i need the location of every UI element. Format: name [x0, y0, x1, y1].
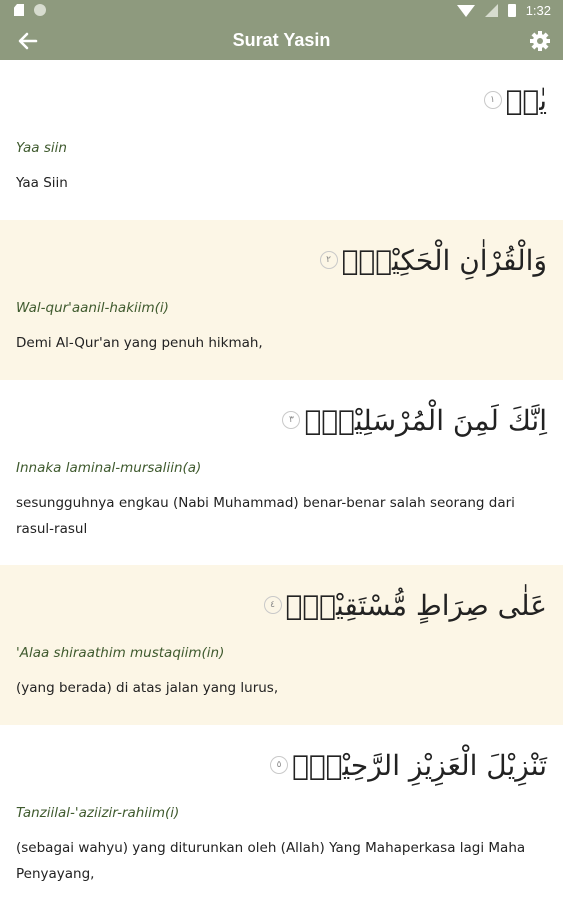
transliteration: Innaka laminal-mursaliin(a)	[16, 460, 202, 476]
translation: Demi Al-Qur'an yang penuh hikmah,	[16, 335, 263, 351]
translation: (yang berada) di atas jalan yang lurus,	[16, 680, 279, 696]
arabic-text: اِنَّكَ لَمِنَ الْمُرْسَلِيْنَۙ	[304, 403, 547, 437]
translation: Yaa Siin	[16, 175, 68, 191]
ayah-number: ٥	[270, 756, 288, 774]
status-bar	[0, 0, 563, 22]
ayah-item[interactable]	[0, 220, 563, 380]
ayah-number: ٢	[320, 251, 338, 269]
page-title: Surat Yasin	[232, 30, 331, 50]
arabic-text: وَالْقُرْاٰنِ الْحَكِيْمِۙ	[341, 243, 547, 277]
arabic-text: عَلٰى صِرَاطٍ مُّسْتَقِيْمٍۗ	[285, 588, 547, 622]
ayah-item[interactable]	[0, 565, 563, 725]
ayah-item[interactable]	[0, 60, 563, 220]
ayah-list[interactable]	[0, 60, 563, 900]
transliteration: Tanziilal-'aziizir-rahiim(i)	[16, 805, 180, 821]
translation: sesungguhnya engkau (Nabi Muhammad) benar-benar salah seorang dari rasul-rasul	[16, 495, 515, 537]
wifi-icon	[457, 5, 475, 17]
gear-icon	[523, 24, 557, 58]
transliteration: Wal-qur'aanil-hakiim(i)	[16, 300, 169, 316]
sd-card-icon	[14, 4, 24, 16]
ayah-number: ١	[484, 91, 502, 109]
arabic-text: يٰسۤ	[505, 83, 547, 117]
status-time: 1:32	[525, 3, 551, 18]
ayah-number: ٣	[282, 411, 300, 429]
ayah-item[interactable]	[0, 380, 563, 565]
ayah-number: ٤	[264, 596, 282, 614]
app-bar	[0, 22, 563, 60]
translation: (sebagai wahyu) yang diturunkan oleh (Allah) Yang Mahaperkasa lagi Maha Penyayang,	[16, 840, 526, 882]
signal-icon	[485, 4, 498, 17]
settings-button[interactable]	[523, 24, 557, 58]
notification-dot-icon	[34, 4, 46, 16]
battery-icon	[508, 4, 516, 17]
ayah-item[interactable]	[0, 725, 563, 900]
arabic-text: تَنْزِيْلَ الْعَزِيْزِ الرَّحِيْمِۙ	[292, 748, 547, 782]
transliteration: Yaa siin	[16, 140, 67, 156]
transliteration: 'Alaa shiraathim mustaqiim(in)	[16, 645, 225, 661]
